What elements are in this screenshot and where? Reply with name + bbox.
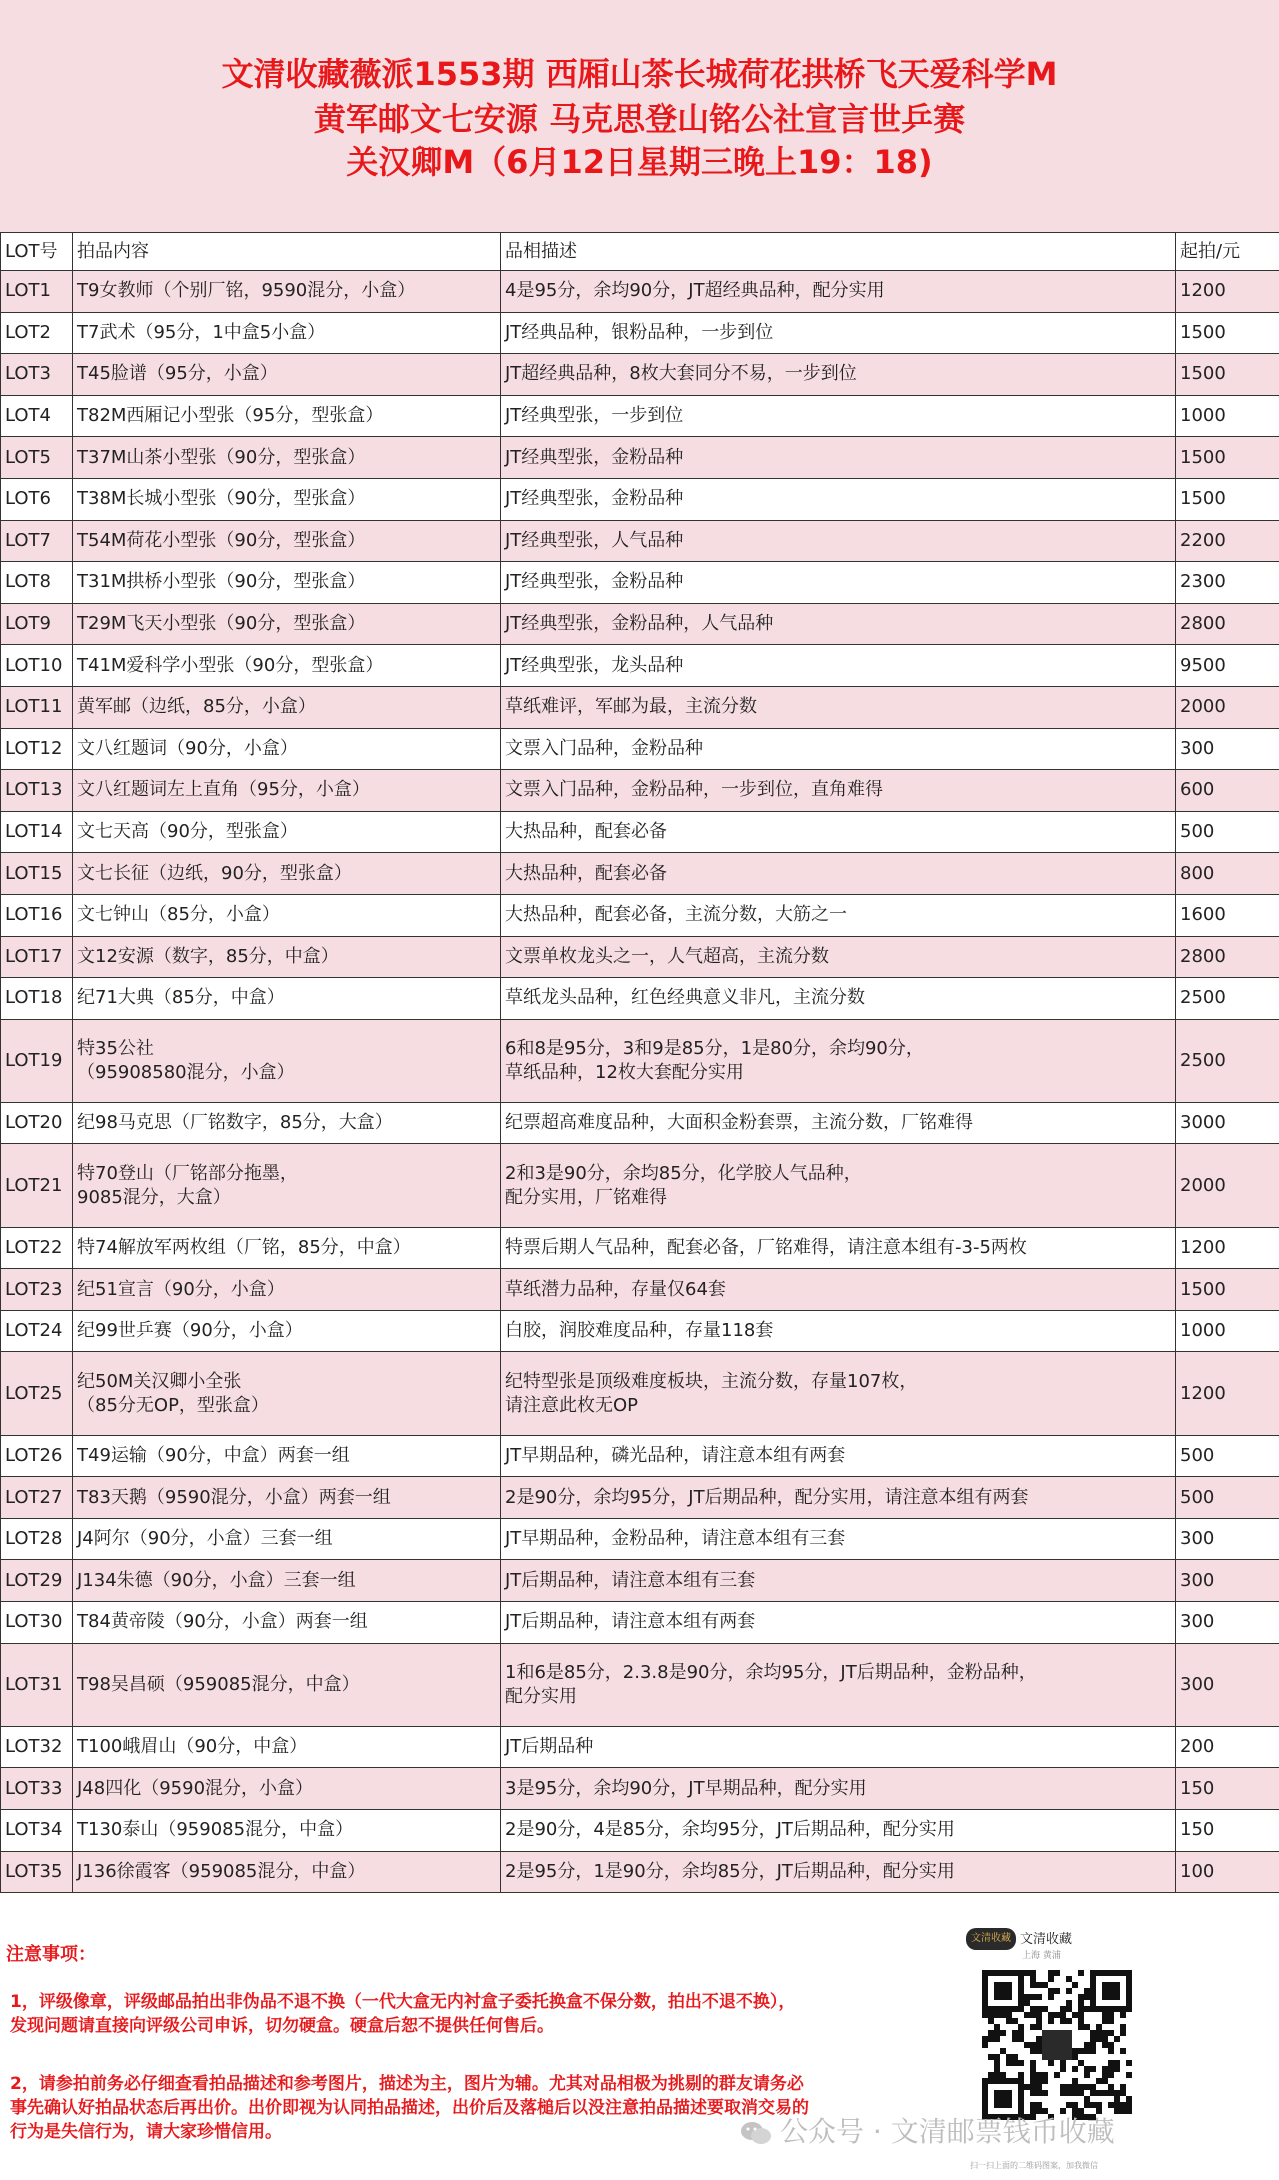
lot-description: 文票入门品种，金粉品种 <box>501 728 1176 770</box>
auction-title-line-2: 黄军邮文七安源 马克思登山铭公社宣言世乒赛 <box>313 100 966 138</box>
lot-content: 文七钟山（85分，小盒） <box>73 894 501 936</box>
watermark <box>740 2110 1115 2150</box>
lot-start-price: 3000 <box>1176 1102 1279 1144</box>
lot-content: T82M西厢记小型张（95分，型张盒） <box>73 395 501 437</box>
lot-number: LOT12 <box>1 728 73 770</box>
lot-start-price: 150 <box>1176 1768 1279 1810</box>
lot-content: T29M飞天小型张（90分，型张盒） <box>73 603 501 645</box>
table-row <box>1 520 1279 562</box>
lot-content: 文七长征（边纸，90分，型张盒） <box>73 853 501 895</box>
lot-content: 文12安源（数字，85分，中盒） <box>73 936 501 978</box>
lot-number: LOT30 <box>1 1602 73 1644</box>
header-banner <box>0 0 1279 232</box>
table-row <box>1 395 1279 437</box>
lot-start-price: 1500 <box>1176 1269 1279 1311</box>
lot-content: T98吴昌硕（959085混分，中盒） <box>73 1643 501 1726</box>
lot-start-price: 2000 <box>1176 1144 1279 1227</box>
lot-description: JT经典型张，龙头品种 <box>501 645 1176 687</box>
note-item-2: 2，请参拍前务必仔细查看拍品描述和参考图片，描述为主，图片为辅。尤其对品相极为挑剔的群友请务必事先确认好拍品状态后再出价。出价即视为认同拍品描述，出价后及落槌后以没注意拍品描述要取消交易的行为是失信行为，请大家珍惜信用。 <box>10 2074 809 2142</box>
lot-start-price: 500 <box>1176 1477 1279 1519</box>
table-row <box>1 1602 1279 1644</box>
lot-description: 草纸难评，军邮为最，主流分数 <box>501 686 1176 728</box>
lot-number: LOT10 <box>1 645 73 687</box>
lot-content: 纪50M关汉卿小全张 （85分无OP，型张盒） <box>73 1352 501 1435</box>
lot-content: J136徐霞客（959085混分，中盒） <box>73 1851 501 1893</box>
lot-content: T41M爱科学小型张（90分，型张盒） <box>73 645 501 687</box>
lot-description: JT经典型张，人气品种 <box>501 520 1176 562</box>
lot-start-price: 1200 <box>1176 1352 1279 1435</box>
lot-table-body <box>1 271 1279 1893</box>
table-row <box>1 1227 1279 1269</box>
lot-description: JT早期品种，磷光品种，请注意本组有两套 <box>501 1435 1176 1477</box>
lot-description: JT经典型张，一步到位 <box>501 395 1176 437</box>
lot-number: LOT21 <box>1 1144 73 1227</box>
header-desc: 品相描述 <box>501 233 1176 271</box>
lot-start-price: 2300 <box>1176 562 1279 604</box>
lot-content: T31M拱桥小型张（90分，型张盒） <box>73 562 501 604</box>
table-row <box>1 603 1279 645</box>
lot-number: LOT5 <box>1 437 73 479</box>
table-row <box>1 1851 1279 1893</box>
lot-description: 特票后期人气品种，配套必备，厂铭难得，请注意本组有-3-5两枚 <box>501 1227 1176 1269</box>
lot-number: LOT23 <box>1 1269 73 1311</box>
lot-start-price: 1500 <box>1176 354 1279 396</box>
table-row <box>1 1352 1279 1435</box>
table-row <box>1 1768 1279 1810</box>
table-row <box>1 978 1279 1020</box>
header-content: 拍品内容 <box>73 233 501 271</box>
lot-start-price: 2000 <box>1176 686 1279 728</box>
lot-start-price: 150 <box>1176 1809 1279 1851</box>
lot-number: LOT6 <box>1 478 73 520</box>
lot-description: 纪票超高难度品种，大面积金粉套票，主流分数，厂铭难得 <box>501 1102 1176 1144</box>
lot-description: JT经典型张，金粉品种 <box>501 562 1176 604</box>
lot-description: JT经典型张，金粉品种 <box>501 478 1176 520</box>
lot-number: LOT14 <box>1 811 73 853</box>
table-row <box>1 1809 1279 1851</box>
lot-content: T9女教师（个别厂铭，9590混分，小盒） <box>73 271 501 313</box>
lot-number: LOT18 <box>1 978 73 1020</box>
lot-description: 2是90分，余均95分，JT后期品种，配分实用，请注意本组有两套 <box>501 1477 1176 1519</box>
lot-start-price: 1600 <box>1176 894 1279 936</box>
table-row <box>1 645 1279 687</box>
lot-number: LOT9 <box>1 603 73 645</box>
lot-content: 特35公社 （95908580混分，小盒） <box>73 1019 501 1102</box>
lot-number: LOT28 <box>1 1518 73 1560</box>
lot-content: 文八红题词左上直角（95分，小盒） <box>73 770 501 812</box>
lot-number: LOT13 <box>1 770 73 812</box>
lot-content: 纪99世乒赛（90分，小盒） <box>73 1310 501 1352</box>
lot-start-price: 300 <box>1176 1602 1279 1644</box>
qr-caption: 扫一扫上面的二维码图案，加我微信 <box>970 2161 1098 2170</box>
lot-number: LOT8 <box>1 562 73 604</box>
lot-description: JT经典型张，金粉品种，人气品种 <box>501 603 1176 645</box>
lot-number: LOT20 <box>1 1102 73 1144</box>
lot-description: 草纸龙头品种，红色经典意义非凡，主流分数 <box>501 978 1176 1020</box>
lot-start-price: 100 <box>1176 1851 1279 1893</box>
lot-content: T37M山茶小型张（90分，型张盒） <box>73 437 501 479</box>
lot-number: LOT35 <box>1 1851 73 1893</box>
lot-number: LOT24 <box>1 1310 73 1352</box>
lot-description: 3是95分，余均90分，JT早期品种，配分实用 <box>501 1768 1176 1810</box>
lot-start-price: 1000 <box>1176 395 1279 437</box>
table-row <box>1 686 1279 728</box>
table-row <box>1 1518 1279 1560</box>
brand-logo: 文清收藏 <box>966 1928 1016 1950</box>
lot-start-price: 800 <box>1176 853 1279 895</box>
lot-start-price: 1200 <box>1176 271 1279 313</box>
lot-start-price: 500 <box>1176 811 1279 853</box>
table-row <box>1 354 1279 396</box>
table-row <box>1 1310 1279 1352</box>
table-row <box>1 811 1279 853</box>
lot-content: 纪51宣言（90分，小盒） <box>73 1269 501 1311</box>
table-row <box>1 894 1279 936</box>
table-header-row <box>1 233 1279 271</box>
lot-start-price: 300 <box>1176 728 1279 770</box>
lot-description: JT后期品种，请注意本组有两套 <box>501 1602 1176 1644</box>
lot-description: 文票单枚龙头之一，人气超高，主流分数 <box>501 936 1176 978</box>
lot-description: 草纸潜力品种，存量仅64套 <box>501 1269 1176 1311</box>
lot-content: J48四化（9590混分，小盒） <box>73 1768 501 1810</box>
lot-start-price: 2500 <box>1176 978 1279 1020</box>
lot-start-price: 1500 <box>1176 312 1279 354</box>
lot-description: 6和8是95分，3和9是85分，1是80分，余均90分， 草纸品种，12枚大套配分实用 <box>501 1019 1176 1102</box>
lot-start-price: 2800 <box>1176 603 1279 645</box>
table-row <box>1 312 1279 354</box>
lot-description: JT超经典品种，8枚大套同分不易，一步到位 <box>501 354 1176 396</box>
lot-description: JT后期品种 <box>501 1726 1176 1768</box>
lot-content: J4阿尔（90分，小盒）三套一组 <box>73 1518 501 1560</box>
lot-start-price: 1500 <box>1176 478 1279 520</box>
lot-description: 大热品种，配套必备 <box>501 811 1176 853</box>
lot-number: LOT27 <box>1 1477 73 1519</box>
lot-content: T100峨眉山（90分，中盒） <box>73 1726 501 1768</box>
lot-start-price: 1000 <box>1176 1310 1279 1352</box>
lot-start-price: 500 <box>1176 1435 1279 1477</box>
lot-number: LOT7 <box>1 520 73 562</box>
lot-content: T54M荷花小型张（90分，型张盒） <box>73 520 501 562</box>
lot-description: 2和3是90分，余均85分，化学胶人气品种， 配分实用，厂铭难得 <box>501 1144 1176 1227</box>
lot-number: LOT32 <box>1 1726 73 1768</box>
header-price: 起拍/元 <box>1176 233 1279 271</box>
watermark-text: 公众号 · 文清邮票钱币收藏 <box>780 2115 1115 2148</box>
lot-content: 特70登山（厂铭部分拖墨， 9085混分，大盒） <box>73 1144 501 1227</box>
lot-number: LOT4 <box>1 395 73 437</box>
lot-description: JT经典品种，银粉品种，一步到位 <box>501 312 1176 354</box>
lot-content: 文八红题词（90分，小盒） <box>73 728 501 770</box>
lot-content: T130泰山（959085混分，中盒） <box>73 1809 501 1851</box>
lot-start-price: 2500 <box>1176 1019 1279 1102</box>
lot-number: LOT22 <box>1 1227 73 1269</box>
lot-content: T84黄帝陵（90分，小盒）两套一组 <box>73 1602 501 1644</box>
table-row <box>1 770 1279 812</box>
lot-start-price: 300 <box>1176 1560 1279 1602</box>
lot-description: 1和6是85分，2.3.8是90分，余均95分，JT后期品种，金粉品种， 配分实用 <box>501 1643 1176 1726</box>
lot-content: T83天鹅（9590混分，小盒）两套一组 <box>73 1477 501 1519</box>
lot-description: JT经典型张，金粉品种 <box>501 437 1176 479</box>
table-row <box>1 936 1279 978</box>
lot-description: 2是95分，1是90分，余均85分，JT后期品种，配分实用 <box>501 1851 1176 1893</box>
lot-content: 纪71大典（85分，中盒） <box>73 978 501 1020</box>
lot-number: LOT34 <box>1 1809 73 1851</box>
lot-number: LOT1 <box>1 271 73 313</box>
lot-content: 文七天高（90分，型张盒） <box>73 811 501 853</box>
lot-number: LOT16 <box>1 894 73 936</box>
lot-content: 黄军邮（边纸，85分，小盒） <box>73 686 501 728</box>
lot-content: J134朱德（90分，小盒）三套一组 <box>73 1560 501 1602</box>
lot-content: T45脸谱（95分，小盒） <box>73 354 501 396</box>
lot-number: LOT25 <box>1 1352 73 1435</box>
table-row <box>1 1019 1279 1102</box>
lot-content: T49运输（90分，中盒）两套一组 <box>73 1435 501 1477</box>
qr-code-icon[interactable] <box>982 1970 1132 2120</box>
lot-description: 大热品种，配套必备，主流分数，大筋之一 <box>501 894 1176 936</box>
lot-description: 4是95分，余均90分，JT超经典品种，配分实用 <box>501 271 1176 313</box>
table-row <box>1 1144 1279 1227</box>
lot-start-price: 1500 <box>1176 437 1279 479</box>
table-row <box>1 437 1279 479</box>
note-item-1: 1，评级像章，评级邮品拍出非伪品不退不换（一代大盒无内衬盒子委托换盒不保分数，拍出不退不换），发现问题请直接向评级公司申诉，切勿硬盒。硬盒后恕不提供任何售后。 <box>10 1992 796 2036</box>
lot-description: 文票入门品种，金粉品种，一步到位，直角难得 <box>501 770 1176 812</box>
lot-number: LOT26 <box>1 1435 73 1477</box>
lot-description: 白胶，润胶难度品种，存量118套 <box>501 1310 1176 1352</box>
header-lot: LOT号 <box>1 233 73 271</box>
lot-number: LOT2 <box>1 312 73 354</box>
lot-number: LOT33 <box>1 1768 73 1810</box>
table-row <box>1 1643 1279 1726</box>
lot-content: T7武术（95分，1中盒5小盒） <box>73 312 501 354</box>
lot-number: LOT11 <box>1 686 73 728</box>
auction-title-line-1: 文清收藏薇派1553期 西厢山茶长城荷花拱桥飞天爱科学M <box>221 55 1058 93</box>
table-row <box>1 1477 1279 1519</box>
lot-start-price: 200 <box>1176 1726 1279 1768</box>
lot-number: LOT17 <box>1 936 73 978</box>
lot-content: T38M长城小型张（90分，型张盒） <box>73 478 501 520</box>
lot-number: LOT3 <box>1 354 73 396</box>
table-row <box>1 271 1279 313</box>
table-row <box>1 478 1279 520</box>
lot-start-price: 300 <box>1176 1643 1279 1726</box>
lot-start-price: 600 <box>1176 770 1279 812</box>
qr-account-name: 文清收藏 <box>1020 1932 1073 1947</box>
notes-title: 注意事项： <box>6 1944 96 1965</box>
table-row <box>1 728 1279 770</box>
auction-title-line-3: 关汉卿M（6月12日星期三晚上19：18) <box>346 143 933 181</box>
lot-start-price: 2200 <box>1176 520 1279 562</box>
lot-number: LOT15 <box>1 853 73 895</box>
table-row <box>1 1269 1279 1311</box>
lot-description: 纪特型张是顶级难度板块，主流分数，存量107枚， 请注意此枚无OP <box>501 1352 1176 1435</box>
lot-content: 纪98马克思（厂铭数字，85分，大盒） <box>73 1102 501 1144</box>
lot-start-price: 9500 <box>1176 645 1279 687</box>
lot-start-price: 2800 <box>1176 936 1279 978</box>
table-row <box>1 1435 1279 1477</box>
lot-number: LOT29 <box>1 1560 73 1602</box>
qr-account-location: 上海 黄浦 <box>1022 1951 1061 1961</box>
table-row <box>1 562 1279 604</box>
lot-number: LOT31 <box>1 1643 73 1726</box>
lot-description: 大热品种，配套必备 <box>501 853 1176 895</box>
table-row <box>1 1560 1279 1602</box>
lot-description: JT早期品种，金粉品种，请注意本组有三套 <box>501 1518 1176 1560</box>
lot-description: JT后期品种，请注意本组有三套 <box>501 1560 1176 1602</box>
lot-start-price: 1200 <box>1176 1227 1279 1269</box>
lot-number: LOT19 <box>1 1019 73 1102</box>
table-row <box>1 853 1279 895</box>
table-row <box>1 1102 1279 1144</box>
lot-table <box>0 232 1279 1893</box>
lot-description: 2是90分，4是85分，余均95分，JT后期品种，配分实用 <box>501 1809 1176 1851</box>
table-row <box>1 1726 1279 1768</box>
wechat-icon <box>740 2120 772 2146</box>
lot-start-price: 300 <box>1176 1518 1279 1560</box>
lot-content: 特74解放军两枚组（厂铭，85分，中盒） <box>73 1227 501 1269</box>
